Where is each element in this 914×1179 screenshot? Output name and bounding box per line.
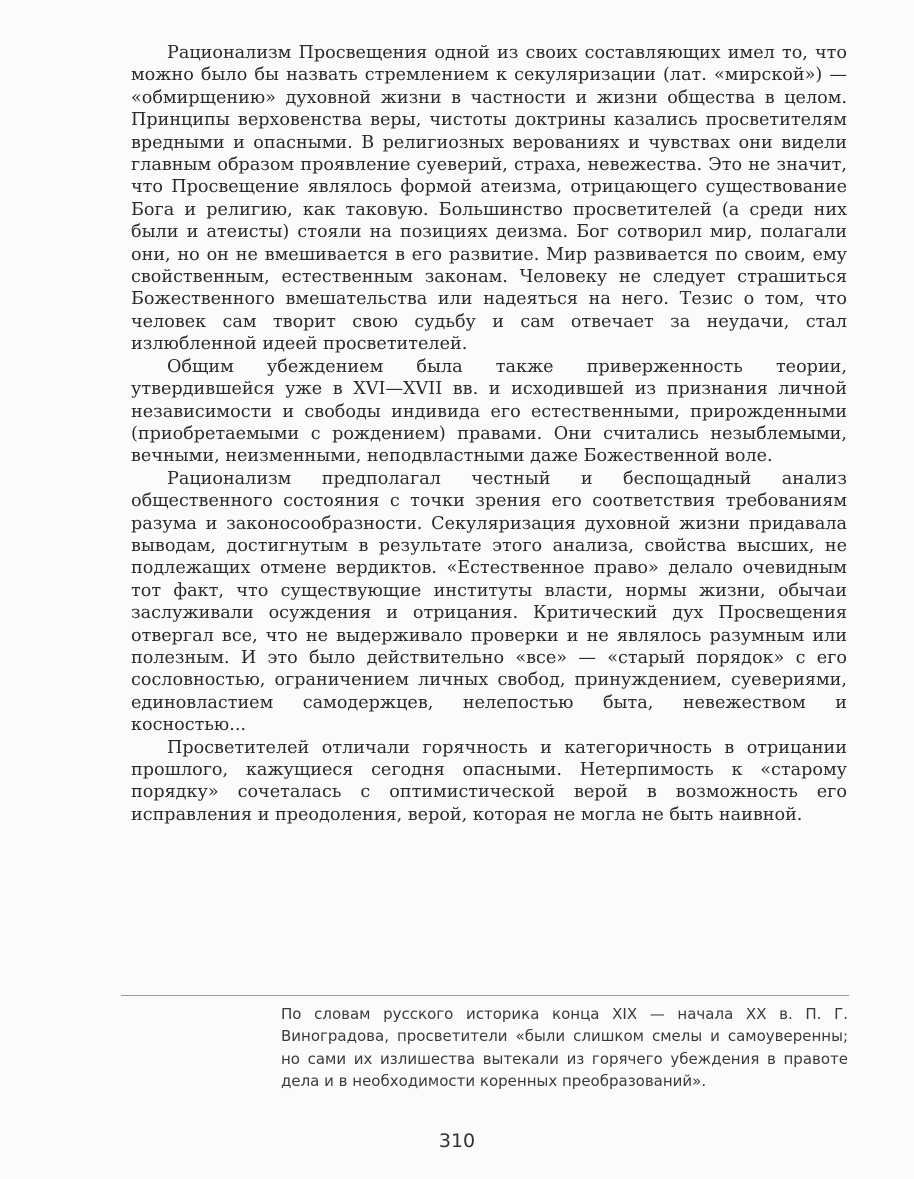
paragraph-secularization: Рационализм Просвещения одной из своих составляющих имел то, что можно было бы назвать стремлением к секуляризации (лат. «мирской») — «обмирщению» духовной жизни в частности и жизни общества в целом. Принципы верховенства веры, чистоты доктрины казались просветителям вредными и опасными. В религиозных верованиях и чувствах они видели главным образом проявление суеверий, страха, невежества. Это не значит, что Просвещение являлось формой атеизма, отрицающего существование Бога и религию, как таковую. Большинство просветителей (а среди них были и атеисты) стояли на позициях деизма. Бог сотворил мир, полагали они, но он не вмешивается в его развитие. Мир развивается по своим, ему свойственным, естественным законам. Человеку не следует страшиться Божественного вмешательства или надеяться на него. Тезис о том, что человек сам творит свою судьбу и сам отвечает за неудачи, стал излюбленной идеей просветителей. bbox=[131, 43, 847, 355]
paragraph-rationalism-analysis: Рационализм предполагал честный и беспощадный анализ общественного состояния с точки зрения его соответствия требованиям разума и законосообразности. Секуляризация духовной жизни придавала выводам, достигнутым в результате этого анализа, свойства высших, не подлежащих отмене вердиктов. «Естественное право» делало очевидным тот факт, что существующие институты власти, нормы жизни, обычаи заслуживали осуждения и отрицания. Критический дух Просвещения отвергал все, что не выдерживало проверки и не являлось разумным или полезным. И это было действительно «все» — «старый порядок» с его сословностью, ограничением личных свобод, принуждением, суевериями, единовластием самодержцев, нелепостью быта, невежеством и косностью... bbox=[131, 468, 847, 736]
paragraph-natural-rights: Общим убеждением была также приверженность теории, утвердившейся уже в XVI—XVII вв. и исходившей из признания личной независимости и свободы индивида его естественными, прирожденными (приобретаемыми с рождением) правами. Они считались незыблемыми, вечными, неизменными, неподвластными даже Божественной воле. bbox=[131, 356, 847, 467]
main-text bbox=[131, 42, 847, 826]
footnote-quote: По словам русского историка конца XIX — начала XX в. П. Г. Виноградова, просветители «были слишком смелы и самоуверенны; но сами их излишества вытекали из горячего убеждения в правоте дела и в необходимости коренных преобразований». bbox=[281, 1005, 848, 1091]
paragraph-enlighteners-attitude: Просветителей отличали горячность и категоричность в отрицании прошлого, кажущиеся сегодня опасными. Нетерпимость к «старому порядку» сочеталась с оптимистической верой в возможность его исправления и преодоления, верой, которая не могла не быть наивной. bbox=[131, 737, 847, 825]
footnote-divider bbox=[121, 995, 849, 996]
page-number: 310 bbox=[438, 1130, 476, 1152]
